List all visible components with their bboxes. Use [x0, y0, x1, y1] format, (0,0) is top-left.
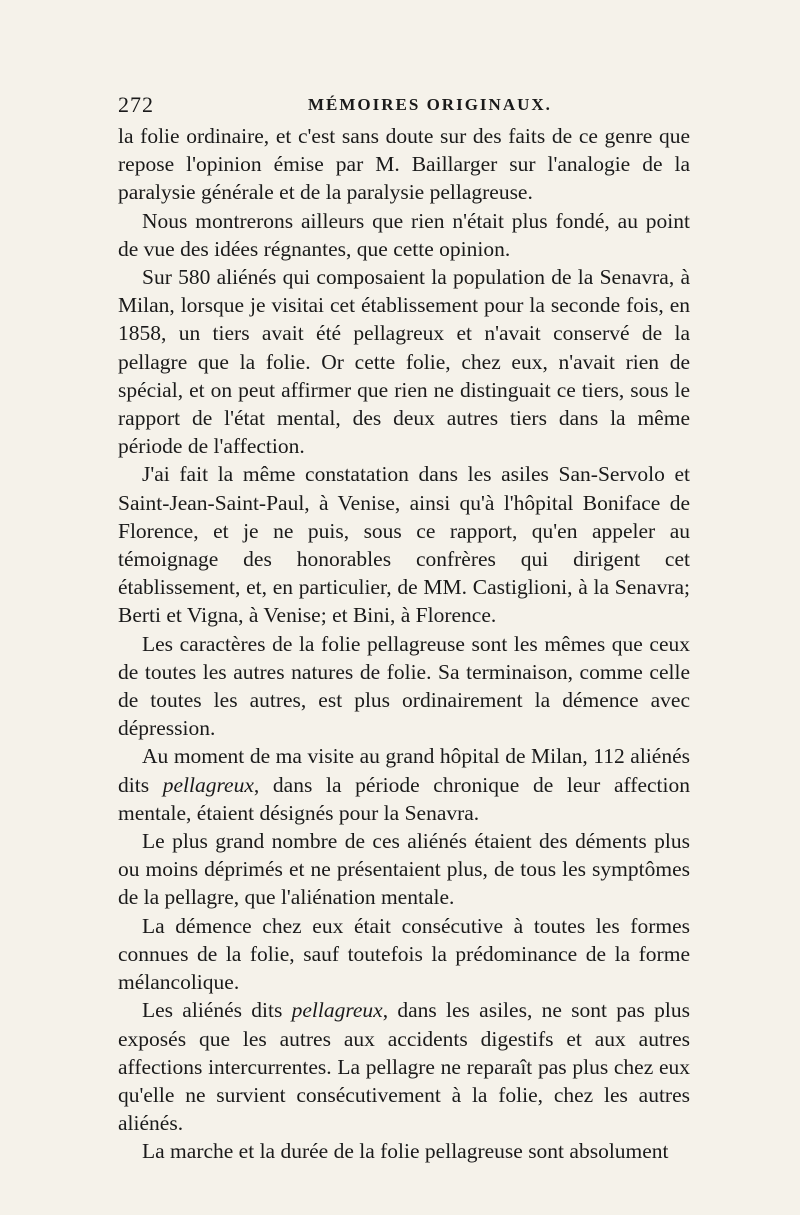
- paragraph: [118, 912, 690, 997]
- paragraph-text: La marche et la durée de la folie pellagreuse sont absolument: [142, 1139, 669, 1164]
- book-page: [118, 92, 690, 1166]
- paragraph-text: Sur 580 aliénés qui composaient la population de la Senavra, à Milan, lorsque je visitai cet établissement pour la seconde fois, en 1858, un tiers avait été pellagreux et n'avait conservé de la pellagre que la folie. Or cette folie, chez eux, n'avait rien de spécial, et on peut affirmer que rien ne distinguait ce tiers, sous le rapport de l'état mental, des deux autres tiers dans la même période de l'affection.: [118, 265, 690, 459]
- paragraph: [118, 460, 690, 629]
- paragraph-text: Nous montrerons ailleurs que rien n'était plus fondé, au point de vue des idées régnantes, que cette opinion.: [118, 208, 690, 261]
- italic-term: pellagreux: [291, 998, 383, 1023]
- running-head: [118, 92, 690, 120]
- paragraph-text: Les aliénés dits: [142, 998, 292, 1023]
- paragraph: [118, 263, 690, 460]
- paragraph: [118, 742, 690, 827]
- italic-term: pellagreux: [162, 772, 254, 797]
- paragraph: [118, 1137, 690, 1165]
- paragraph-continuation: [118, 122, 690, 207]
- paragraph: [118, 207, 690, 263]
- paragraph-text: La démence chez eux était consécutive à toutes les formes connues de la folie, sauf toutefois la prédominance de la forme mélancolique.: [118, 913, 690, 995]
- paragraph-text: Au moment de ma visite au grand hôpital de Milan, 112 aliénés dits: [118, 744, 690, 797]
- paragraph-text: J'ai fait la même constatation dans les asiles San-Servolo et Saint-Jean-Saint-Paul, à Venise, ainsi qu'à l'hôpital Boniface de Florence, et je ne puis, sous ce rapport, qu'en appeler au témoignage des honorables confrères qui dirigent cet établissement, et, en particulier, de MM. Castiglioni, à la Senavra; Berti et Vigna, à Venise; et Bini, à Florence.: [118, 462, 690, 628]
- paragraph: [118, 996, 690, 1137]
- page-number: 272: [118, 92, 154, 117]
- paragraph-text: , dans les asiles, ne sont pas plus exposés que les autres aux accidents digestifs et aux autres affections intercurrentes. La pellagre ne reparaît pas plus chez eux qu'elle ne survient consécutivement à la folie, chez les autres aliénés.: [118, 998, 690, 1136]
- paragraph-text: la folie ordinaire, et c'est sans doute sur des faits de ce genre que repose l'opinion émise par M. Baillarger sur l'analogie de la paralysie générale et de la paralysie pellagreuse.: [118, 124, 690, 205]
- body-text: [118, 122, 690, 1166]
- paragraph-text: Les caractères de la folie pellagreuse sont les mêmes que ceux de toutes les autres natures de folie. Sa terminaison, comme celle de toutes les autres, est plus ordinairement la démence avec dépression.: [118, 631, 690, 741]
- running-title: MÉMOIRES ORIGINAUX.: [308, 95, 552, 114]
- paragraph-text: , dans la période chronique de leur affection mentale, étaient désignés pour la Senavra.: [118, 772, 690, 825]
- paragraph: [118, 827, 690, 912]
- paragraph: [118, 630, 690, 743]
- paragraph-text: Le plus grand nombre de ces aliénés étaient des déments plus ou moins déprimés et ne présentaient plus, de tous les symptômes de la pellagre, que l'aliénation mentale.: [118, 829, 690, 910]
